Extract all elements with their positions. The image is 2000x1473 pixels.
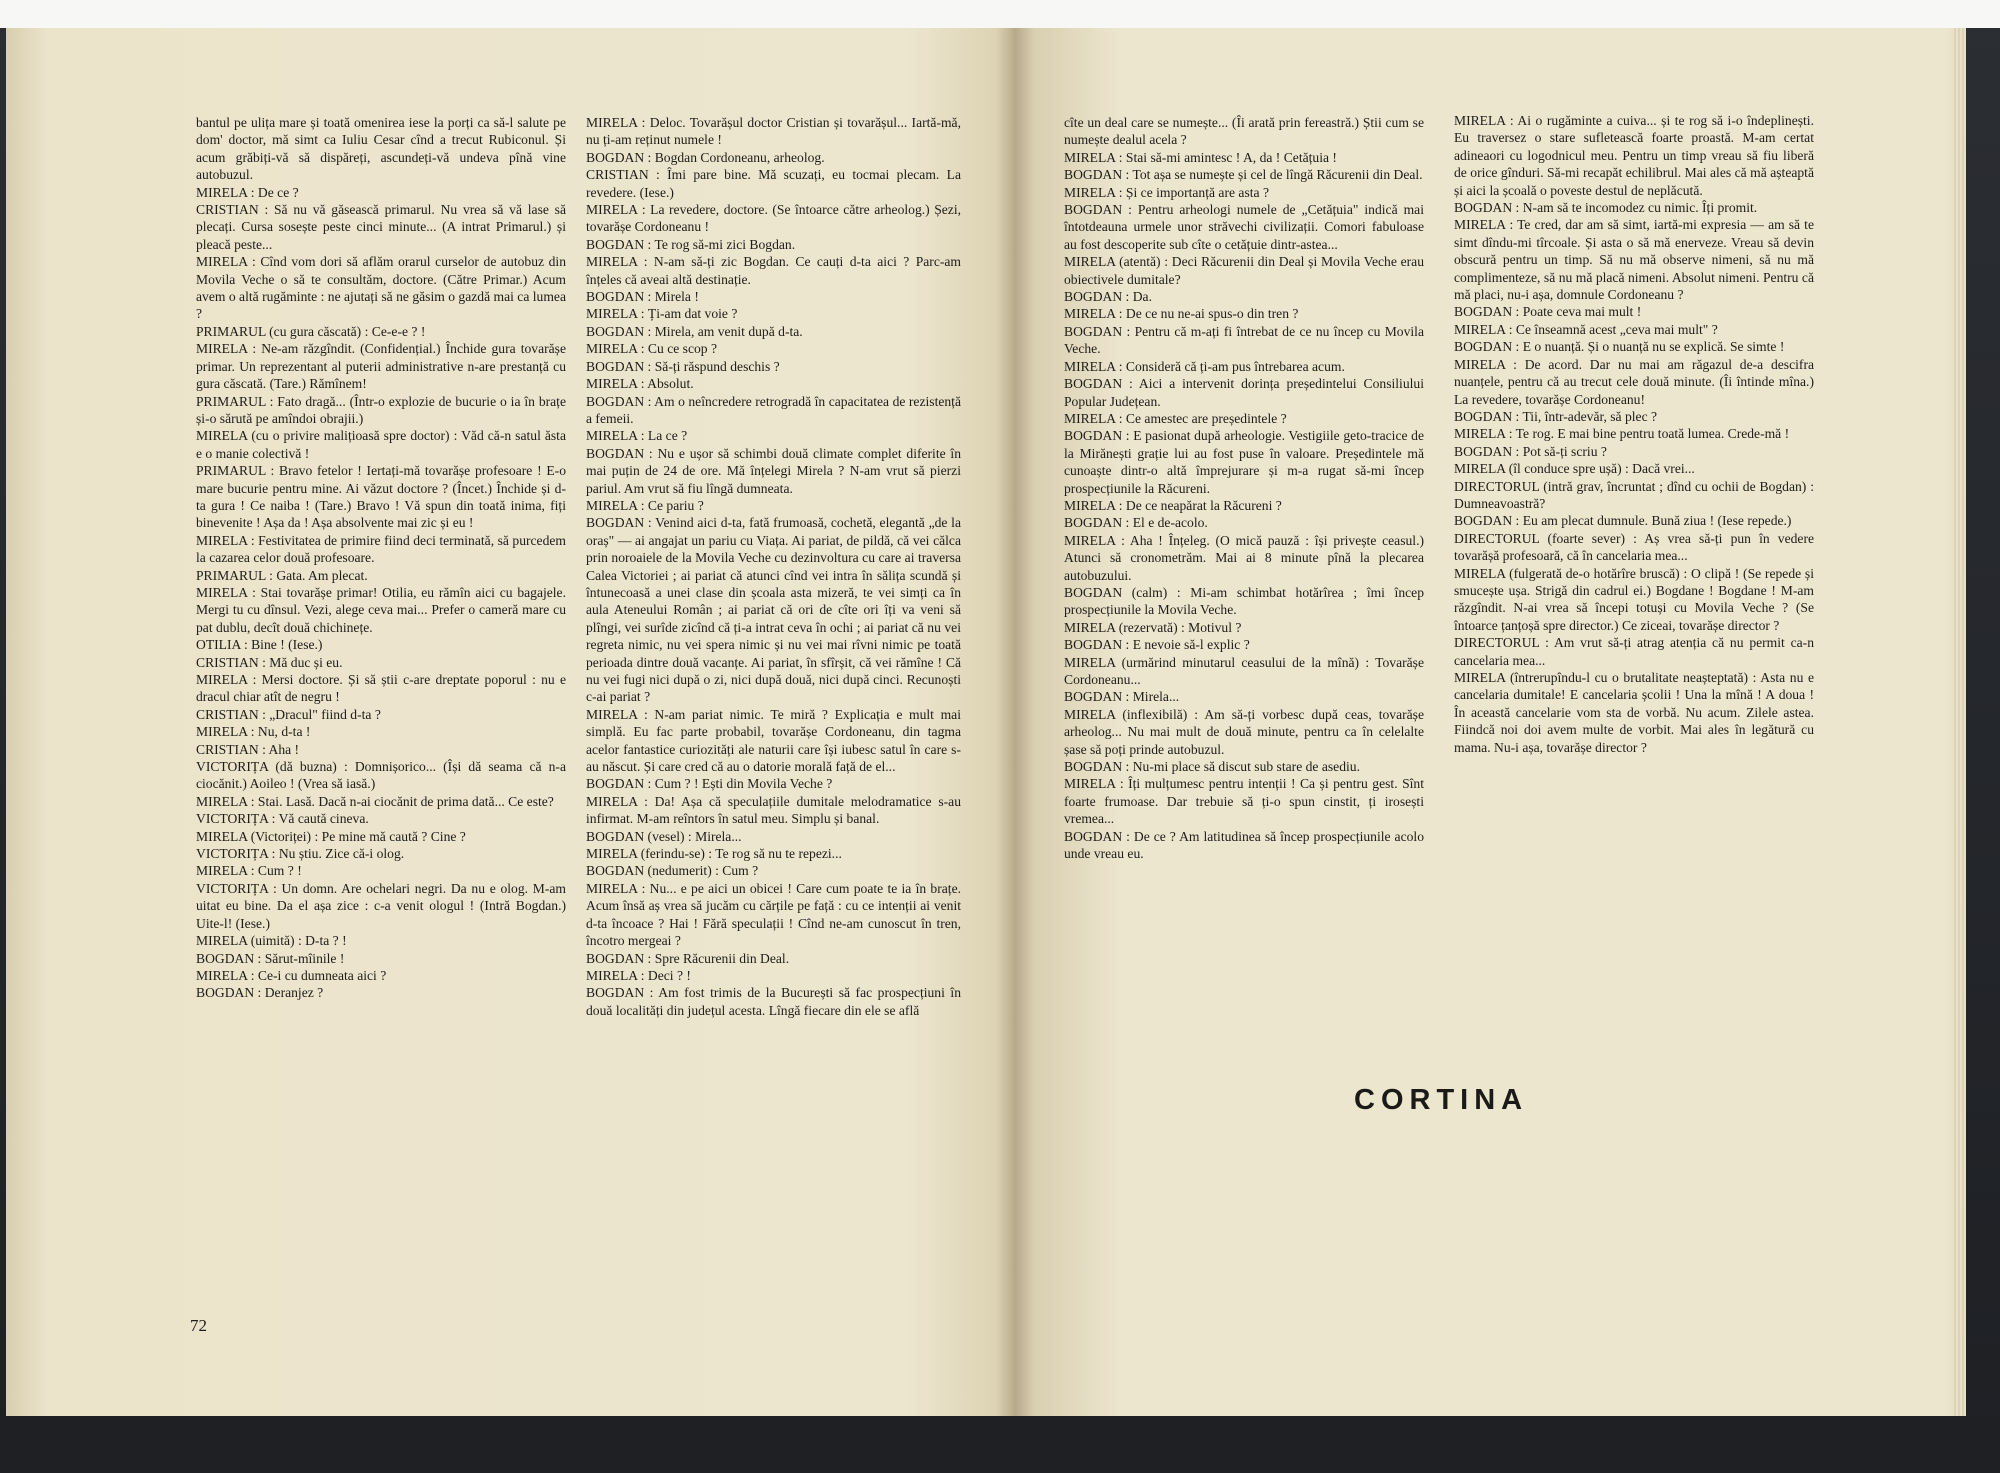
dialogue-paragraph: CRISTIAN : Mă duc și eu. xyxy=(196,654,343,670)
dialogue-paragraph: BOGDAN : Am o neîncredere retrogradă în capacitatea de rezistență a femeii. xyxy=(586,393,961,426)
dialogue-paragraph: BOGDAN (vesel) : Mirela... xyxy=(586,828,742,844)
dialogue-paragraph: MIRELA : Ce pariu ? xyxy=(586,497,704,513)
dialogue-paragraph: DIRECTORUL (foarte sever) : Aș vrea să-ți pun în vedere tovarășă profesoară, că în cancelaria mea... xyxy=(1454,530,1814,564)
dialogue-paragraph: BOGDAN : Mirela, am venit după d-ta. xyxy=(586,323,803,339)
dialogue-paragraph: BOGDAN (nedumerit) : Cum ? xyxy=(586,863,759,879)
dialogue-paragraph: MIRELA : De ce neapărat la Răcureni ? xyxy=(1064,497,1282,513)
dialogue-paragraph: MIRELA : Da! Așa că speculațiile dumitale melodramatice s-au infirmat. M-am reîntors în satul meu. Simplu și banal. xyxy=(586,793,961,827)
dialogue-paragraph: MIRELA : La ce ? xyxy=(586,428,688,444)
dialogue-paragraph: PRIMARUL : Bravo fetelor ! Iertați-mă tovarășe profesoare ! E-o mare bucurie pentru mine. Ai văzut doctore ? (Încet.) Închide și d-ta gura ! Ce naiba ! (Tare.) Bravo ! Vă spun din toată inima, fiți binevenite ! Așa da ! Așa absolvente mai zic și eu ! xyxy=(196,463,566,531)
dialogue-paragraph: OTILIA : Bine ! (Iese.) xyxy=(196,637,323,653)
dialogue-paragraph: MIRELA : Absolut. xyxy=(586,376,694,392)
dialogue-paragraph: BOGDAN : Eu am plecat dumnule. Bună ziua ! (Iese repede.) xyxy=(1454,513,1792,529)
dialogue-paragraph: MIRELA : Aha ! Înțeleg. (O mică pauză : își privește ceasul.) Atunci să cronometrăm. Mai ai 8 minute pînă la plecarea autobuzului. xyxy=(1064,532,1424,583)
dialogue-paragraph: MIRELA (întrerupîndu-l cu o brutalitate neașteptată) : Asta nu e cancelaria dumitale! E cancelaria școlii ! Una la mînă ! A doua ! În această cancelarie vom sta de vorbă. Nu acum. Zilele astea. Fiindcă noi doi avem multe de vorbit. Mai ales în legătură cu mama. Nu-i așa, tovarășe director ? xyxy=(1454,670,1814,755)
dialogue-paragraph: BOGDAN : Te rog să-mi zici Bogdan. xyxy=(586,236,796,252)
dialogue-paragraph: MIRELA (cu o privire malițioasă spre doctor) : Văd că-n satul ăsta e o manie colectivă ! xyxy=(196,428,566,461)
dialogue-paragraph: BOGDAN : El e de-acolo. xyxy=(1064,515,1208,531)
dialogue-paragraph: BOGDAN : N-am să te incomodez cu nimic. Îți promit. xyxy=(1454,200,1758,216)
dialogue-paragraph: BOGDAN : Mirela ! xyxy=(586,289,699,305)
dialogue-paragraph: MIRELA : Consideră că ți-am pus întrebarea acum. xyxy=(1064,358,1345,374)
dialogue-paragraph: CRISTIAN : Să nu vă găsească primarul. Nu vrea să vă lase să plecați. Cursa sosește peste cinci minute... (A intrat Primarul.) și pleacă peste... xyxy=(196,202,566,252)
left-page xyxy=(6,28,1014,1416)
dialogue-paragraph: MIRELA : Ce amestec are președintele ? xyxy=(1064,410,1287,426)
dialogue-paragraph: CRISTIAN : Îmi pare bine. Mă scuzați, eu tocmai plecam. La revedere. (Iese.) xyxy=(586,167,961,200)
dialogue-paragraph: BOGDAN : Nu e ușor să schimbi două climate complet diferite în mai puțin de 24 de ore. Mă înțelegi Mirela ? N-am vrut să pierzi pariul. Am vrut să fiu lîngă dumneata. xyxy=(586,445,961,496)
dialogue-paragraph: MIRELA : Festivitatea de primire fiind deci terminată, să purcedem la cazarea celor două profesoare. xyxy=(196,532,566,566)
dialogue-paragraph: cîte un deal care se numește... (Îi arată prin fereastră.) Știi cum se numește dealul acela ? xyxy=(1064,115,1424,148)
dialogue-paragraph: BOGDAN : Spre Răcurenii din Deal. xyxy=(586,950,790,966)
dialogue-paragraph: MIRELA : Te cred, dar am să simt, iartă-mi expresia — am să te simt dîndu-mi tîrcoale. Și asta o să mă enerveze. Vreau să devin obscură pentru un timp. Să nu mă observe nimeni, să nu mă complimenteze, să nu mă placă nimeni. Absolut nimeni. Pentru că mă placi, nu-i așa, domnule Cordoneanu ? xyxy=(1454,217,1814,303)
dialogue-paragraph: MIRELA : Ce-i cu dumneata aici ? xyxy=(196,967,387,983)
dialogue-paragraph: MIRELA (rezervată) : Motivul ? xyxy=(1064,619,1242,635)
dialogue-paragraph: MIRELA : Cînd vom dori să aflăm orarul curselor de autobuz din Movila Veche o să te consultăm, doctore. (Către Primar.) Acum avem o altă rugăminte : ne ajutați să ne găsim o gazdă mai ca lumea ? xyxy=(196,254,566,322)
dialogue-paragraph: MIRELA : Stai. Lasă. Dacă n-ai ciocănit de prima dată... Ce este? xyxy=(196,793,554,809)
dialogue-paragraph: MIRELA : Deloc. Tovarășul doctor Cristian și tovarășul... Iartă-mă, nu ți-am reținut numele ! xyxy=(586,115,961,148)
dialogue-paragraph: BOGDAN : Mirela... xyxy=(1064,689,1180,705)
dialogue-paragraph: MIRELA : Nu... e pe aici un obicei ! Care cum poate te ia în brațe. Acum însă aș vrea să jucăm cu cărțile pe față : cu ce intenții ai venit d-ta încoace ? Hai ! Fără speculații ! Cînd ne-am cunoscut în tren, încotro mergeai ? xyxy=(586,880,961,949)
dialogue-paragraph: MIRELA (fulgerată de-o hotărîre bruscă) : O clipă ! (Se repede și smucește ușa. Strigă din cadrul ei.) Bogdane ! Bogdane ! M-am răzgîndit. N-ai vrea să începi totuși cu Movila Veche ? (Se întoarce țanțoșă spre director.) Ce ziceai, tovarășe director ? xyxy=(1454,565,1814,633)
dialogue-paragraph: BOGDAN : Nu-mi place să discut sub stare de asediu. xyxy=(1064,759,1360,775)
dialogue-paragraph: MIRELA (atentă) : Deci Răcurenii din Deal și Movila Veche erau obiectivele dumitale? xyxy=(1064,254,1424,287)
dialogue-paragraph: MIRELA : N-am pariat nimic. Te miră ? Explicația e mult mai simplă. Eu fac parte probabil, tovarășe Cordoneanu, din tagma acelor fantastice curiozități ale naturii care își iubesc satul în care s-au născut. Și care cred că au o datorie morală față de el... xyxy=(586,706,961,775)
curtain-heading: CORTINA xyxy=(1354,1084,1529,1116)
dialogue-paragraph: BOGDAN : De ce ? Am latitudinea să încep prospecțiunile acolo unde vreau eu. xyxy=(1064,828,1424,862)
dialogue-paragraph: BOGDAN : Aici a intervenit dorința președintelui Consiliului Popular Județean. xyxy=(1064,376,1424,409)
dialogue-paragraph: MIRELA : Mersi doctore. Și să știi c-are dreptate poporul : nu e dracul chiar atît de negru ! xyxy=(196,672,566,705)
dialogue-paragraph: BOGDAN : Venind aici d-ta, fată frumoasă, cochetă, elegantă „de la oraș" — ai angajat un pariu cu Viața. Ai pariat, de pildă, că vei călca prin noroaiele de la Movila Veche cu dezinvoltura cu care ai traversa Calea Victoriei ; ai pariat că atunci cînd vei intra în sălița scundă și întunecoasă a unei clase din școala asta mizeră, te vei simți ca în aula Ateneului Român ; ai pariat că ori de cîte ori îți va veni să plîngi, vei surîde zicînd că ți-a intrat ceva în ochi ; ai pariat că nu vei regreta nimic, nu vei spera nimic și nu vei mai rîvni nimic pe toată perioada dintre două vacanțe. Ai pariat, în sfîrșit, că vei rămîne ! Că nu vei fugi nici după o zi, nici după două, nici după cinci. Recunoști c-ai pariat ? xyxy=(586,515,961,705)
dialogue-paragraph: MIRELA : Stai să-mi amintesc ! A, da ! Cetățuia ! xyxy=(1064,149,1337,165)
dialogue-paragraph: PRIMARUL : Gata. Am plecat. xyxy=(196,567,368,583)
dialogue-paragraph: MIRELA : Ce înseamnă acest „ceva mai mult" ? xyxy=(1454,321,1718,337)
dialogue-paragraph: MIRELA : De acord. Dar nu mai am răgazul de-a descifra nuanțele, pentru că au trecut cele două minute. (Îi întinde mîna.) La revedere, tovarășe Cordoneanu! xyxy=(1454,356,1814,407)
dialogue-paragraph: DIRECTORUL : Am vrut să-ți atrag atenția că nu permit ca-n cancelaria mea... xyxy=(1454,635,1814,668)
dialogue-paragraph: BOGDAN : Pot să-ți scriu ? xyxy=(1454,443,1607,459)
dialogue-paragraph: DIRECTORUL (intră grav, încruntat ; dînd cu ochii de Bogdan) : Dumneavoastră? xyxy=(1454,478,1814,511)
dialogue-paragraph: MIRELA : Cum ? ! xyxy=(196,863,302,879)
dialogue-paragraph: MIRELA : Cu ce scop ? xyxy=(586,341,718,357)
dialogue-paragraph: VICTORIȚA : Vă caută cineva. xyxy=(196,811,369,827)
dialogue-paragraph: VICTORIȚA (dă buzna) : Domnișorico... (Își dă seama că n-a ciocănit.) Aoileo ! (Vrea să iasă.) xyxy=(196,759,566,792)
dialogue-paragraph: MIRELA : Ți-am dat voie ? xyxy=(586,306,738,322)
dialogue-paragraph: MIRELA (inflexibilă) : Am să-ți vorbesc după ceas, tovarășe arheolog... Nu mai mult de două minute, pentru ca în celelalte șase să poți prinde autobuzul. xyxy=(1064,706,1424,757)
dialogue-paragraph: BOGDAN : Sărut-mîinile ! xyxy=(196,950,345,966)
left-page-column-1 xyxy=(196,114,566,1002)
dialogue-paragraph: MIRELA (Victoriței) : Pe mine mă caută ? Cine ? xyxy=(196,828,466,844)
dialogue-paragraph: MIRELA (uimită) : D-ta ? ! xyxy=(196,933,347,949)
dialogue-paragraph: BOGDAN : E nevoie să-l explic ? xyxy=(1064,637,1250,653)
dialogue-paragraph: BOGDAN : Am fost trimis de la București să fac prospecțiuni în două localități din județul acesta. Lîngă fiecare din ele se află xyxy=(586,985,961,1018)
dialogue-paragraph: MIRELA (urmărind minutarul ceasului de la mînă) : Tovarășe Cordoneanu... xyxy=(1064,654,1424,687)
scan-border xyxy=(0,0,2000,28)
dialogue-paragraph: MIRELA : Ne-am răzgîndit. (Confidențial.) Închide gura tovarășe primar. Un reprezentant al puterii administrative n-are prestanță cu gura căscată. (Tare.) Rămînem! xyxy=(196,341,566,392)
dialogue-paragraph: BOGDAN : Tot așa se numește și cel de lîngă Răcurenii din Deal. xyxy=(1064,167,1423,183)
dialogue-paragraph: BOGDAN : Pentru că m-ați fi întrebat de ce nu încep cu Movila Veche. xyxy=(1064,323,1424,357)
dialogue-paragraph: MIRELA : N-am să-ți zic Bogdan. Ce cauți d-ta aici ? Parc-am înțeles că aveai altă destinație. xyxy=(586,254,961,287)
dialogue-paragraph: PRIMARUL (cu gura căscată) : Ce-e-e ? ! xyxy=(196,323,426,339)
dialogue-paragraph: PRIMARUL : Fato dragă... (Într-o explozie de bucurie o ia în brațe și-o sărută pe amîndoi obrajii.) xyxy=(196,393,566,426)
dialogue-paragraph: MIRELA : Ai o rugăminte a cuiva... și te rog să i-o îndeplinești. Eu traversez o stare sufletească foarte proastă. M-am certat adineaori cu logodnicul meu. Pentru un timp vreau să fiu liberă de orice gînduri. Să-mi recapăt echilibrul. Mai ales că mă așteaptă și aici la școală o poveste destul de neplăcută. xyxy=(1454,113,1814,198)
dialogue-paragraph: BOGDAN : Pentru arheologi numele de „Cetățuia" indică mai întotdeauna urmele unor străvechi civilizații. Comori fabuloase au fost descoperite sub cîte o cetățuie dintr-astea... xyxy=(1064,202,1424,252)
dialogue-paragraph: MIRELA : De ce ? xyxy=(196,184,299,200)
dialogue-paragraph: BOGDAN : Să-ți răspund deschis ? xyxy=(586,358,780,374)
dialogue-paragraph: CRISTIAN : „Dracul" fiind d-ta ? xyxy=(196,706,381,722)
dialogue-paragraph: BOGDAN : Bogdan Cordoneanu, arheolog. xyxy=(586,149,825,165)
dialogue-paragraph: MIRELA : Stai tovarășe primar! Otilia, eu rămîn aici cu bagajele. Mergi tu cu dînsul. Vezi, alege ceva mai... Prefer o cameră mare cu pat dublu, decît două chichinețe. xyxy=(196,584,566,635)
right-page-column-1 xyxy=(1064,114,1424,862)
dialogue-paragraph: BOGDAN : Poate ceva mai mult ! xyxy=(1454,304,1642,320)
dialogue-paragraph: BOGDAN : Tii, într-adevăr, să plec ? xyxy=(1454,408,1658,424)
dialogue-paragraph: MIRELA : La revedere, doctore. (Se întoarce către arheolog.) Șezi, tovarășe Cordoneanu ! xyxy=(586,202,961,235)
right-page-column-2 xyxy=(1454,112,1814,756)
dialogue-paragraph: CRISTIAN : Aha ! xyxy=(196,741,300,757)
dialogue-paragraph: MIRELA : De ce nu ne-ai spus-o din tren ? xyxy=(1064,306,1299,322)
dialogue-paragraph: MIRELA : Deci ? ! xyxy=(586,967,691,983)
dialogue-paragraph: MIRELA : Te rog. E mai bine pentru toată lumea. Crede-mă ! xyxy=(1454,426,1790,442)
right-page xyxy=(1014,28,1966,1416)
dialogue-paragraph: BOGDAN : E pasionat după arheologie. Vestigiile geto-tracice de la Mirănești grație lui au fost puse în valoare. Președintele mă cunoaște dintr-o altă împrejurare și m-a rugat să-mi încep prospecțiunile la Răcureni. xyxy=(1064,428,1424,496)
dialogue-paragraph: MIRELA : Nu, d-ta ! xyxy=(196,724,311,740)
dialogue-paragraph: BOGDAN (calm) : Mi-am schimbat hotărîrea ; îmi încep prospecțiunile la Movila Veche. xyxy=(1064,584,1424,618)
dialogue-paragraph: BOGDAN : Da. xyxy=(1064,289,1152,305)
dialogue-paragraph: VICTORIȚA : Un domn. Are ochelari negri. Da nu e olog. M-am uitat eu bine. Da el așa zice : c-a venit ologul ! (Intră Bogdan.) Uite-l! (Iese.) xyxy=(196,880,566,931)
page-number: 72 xyxy=(190,1316,207,1335)
dialogue-paragraph: MIRELA (îl conduce spre ușă) : Dacă vrei... xyxy=(1454,461,1695,477)
dialogue-paragraph: BOGDAN : Cum ? ! Ești din Movila Veche ? xyxy=(586,776,833,792)
dialogue-paragraph: BOGDAN : E o nuanță. Și o nuanță nu se explică. Se simte ! xyxy=(1454,339,1785,355)
dialogue-paragraph: MIRELA : Îți mulțumesc pentru intenții ! Ca și pentru gest. Sînt foarte frumoase. Dar trebuie să ți-o spun cinstit, ți irosești vremea... xyxy=(1064,776,1424,827)
dialogue-paragraph: MIRELA (ferindu-se) : Te rog să nu te repezi... xyxy=(586,846,842,862)
dialogue-paragraph: BOGDAN : Deranjez ? xyxy=(196,985,324,1001)
dialogue-paragraph: bantul pe ulița mare și toată omenirea iese la porți ca să-l salute pe dom' doctor, mă simt ca Iuliu Cesar cînd a trecut Rubiconul. Și acum grăbiți-vă să dispăreți, ascundeți-vă undeva pînă vine autobuzul. xyxy=(196,115,566,183)
dialogue-paragraph: VICTORIȚA : Nu știu. Zice că-i olog. xyxy=(196,846,405,862)
dialogue-paragraph: MIRELA : Și ce importanță are asta ? xyxy=(1064,184,1269,200)
left-page-column-2 xyxy=(586,114,961,1019)
